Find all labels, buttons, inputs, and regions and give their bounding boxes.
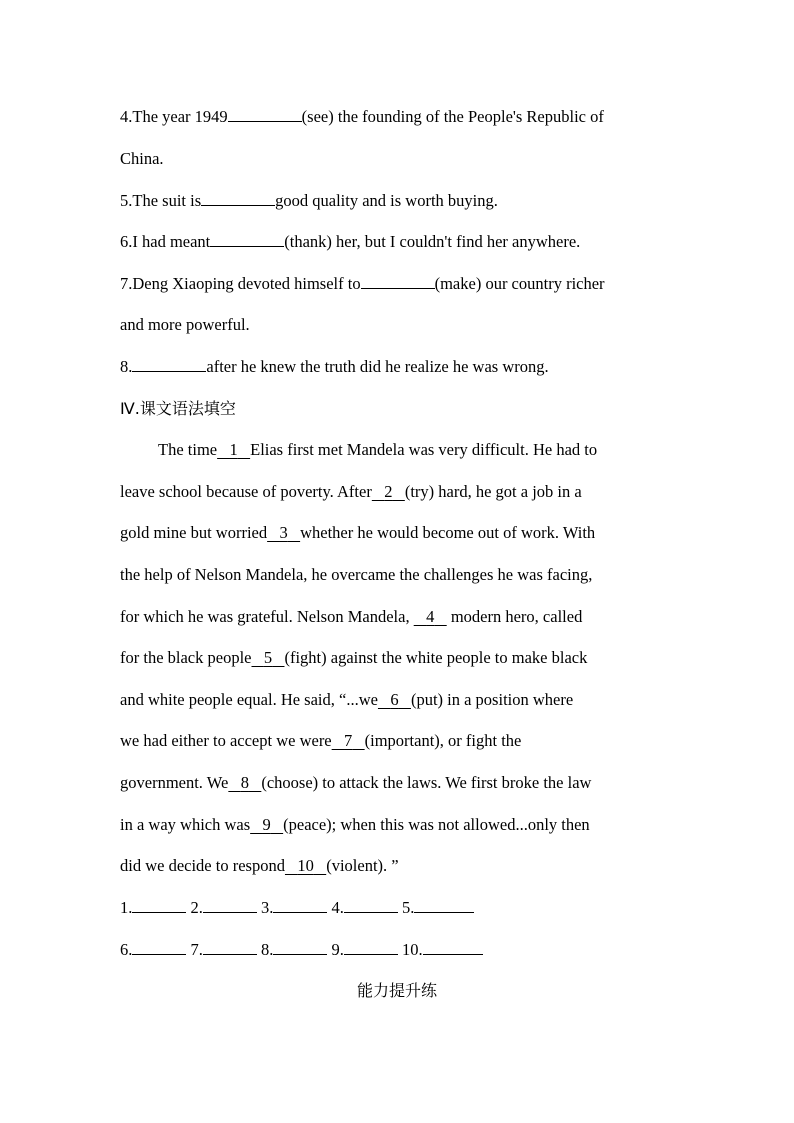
answer-blank[interactable] xyxy=(201,191,275,206)
answer-number: 9. xyxy=(331,940,344,959)
answer-number: 4. xyxy=(331,898,344,917)
answer-blank[interactable] xyxy=(332,731,365,750)
exercise-text: China. xyxy=(120,149,164,168)
answer-blank[interactable] xyxy=(228,773,261,792)
passage-text: (important), or fight the xyxy=(364,731,522,750)
passage-text: (peace); when this was not allowed...only then xyxy=(283,815,590,834)
exercise-text: (make) our country richer xyxy=(434,274,605,293)
exercise-4 xyxy=(120,107,604,127)
passage-text: (fight) against the white people to make black xyxy=(284,648,588,667)
exercise-number: 6. xyxy=(120,232,133,251)
answer-blank[interactable] xyxy=(203,898,257,913)
blank-number: 5 xyxy=(263,648,273,667)
passage-text: The time xyxy=(158,440,218,459)
passage-text: gold mine but worried xyxy=(120,523,268,542)
passage-text: the help of Nelson Mandela, he overcame the challenges he was facing, xyxy=(120,565,593,584)
passage-line xyxy=(158,440,597,460)
answer-row xyxy=(120,898,474,918)
exercise-number: 8. xyxy=(120,357,133,376)
passage-text: in a way which was xyxy=(120,815,251,834)
passage-text: whether he would become out of work. With xyxy=(300,523,596,542)
passage-text: (choose) to attack the laws. We first broke the law xyxy=(261,773,592,792)
exercise-number: 7. xyxy=(120,274,133,293)
answer-blank[interactable] xyxy=(344,898,398,913)
exercise-text: The year 1949 xyxy=(132,107,228,126)
passage-text: Elias first met Mandela was very difficult. He had to xyxy=(250,440,598,459)
answer-blank[interactable] xyxy=(132,940,186,955)
answer-number: 6. xyxy=(120,940,133,959)
answer-blank[interactable] xyxy=(250,815,283,834)
exercise-text: Deng Xiaoping devoted himself to xyxy=(132,274,361,293)
passage-line xyxy=(120,690,573,710)
answer-blank[interactable] xyxy=(423,940,483,955)
passage-text: (put) in a position where xyxy=(410,690,574,709)
passage-text: (try) hard, he got a job in a xyxy=(404,482,582,501)
answer-row xyxy=(120,940,483,960)
answer-blank[interactable] xyxy=(285,856,326,875)
answer-blank[interactable] xyxy=(217,440,250,459)
answer-number: 8. xyxy=(261,940,274,959)
answer-number: 1. xyxy=(120,898,133,917)
answer-blank[interactable] xyxy=(228,107,302,122)
passage-text: did we decide to respond xyxy=(120,856,285,875)
answer-number: 10. xyxy=(402,940,423,959)
answer-blank[interactable] xyxy=(273,940,327,955)
blank-number: 4 xyxy=(426,607,435,626)
section-title: Ⅳ.课文语法填空 xyxy=(120,399,236,418)
answer-number: 2. xyxy=(190,898,203,917)
passage-line xyxy=(120,523,595,543)
passage-text: government. We xyxy=(120,773,229,792)
exercise-4-continued xyxy=(120,149,164,169)
answer-blank[interactable] xyxy=(132,357,206,372)
section-heading: 能力提升练 xyxy=(356,981,437,1000)
answer-blank[interactable] xyxy=(378,690,411,709)
answer-blank[interactable] xyxy=(132,898,186,913)
blank-number: 1 xyxy=(229,440,238,459)
answer-number: 3. xyxy=(261,898,274,917)
answer-blank[interactable] xyxy=(372,482,405,501)
blank-number: 8 xyxy=(240,773,249,792)
answer-blank[interactable] xyxy=(251,648,284,667)
passage-line xyxy=(120,773,591,793)
passage-line xyxy=(120,482,582,502)
blank-number: 10 xyxy=(297,856,314,875)
exercise-text: after he knew the truth did he realize he was wrong. xyxy=(206,357,549,376)
passage-line xyxy=(120,565,592,585)
answer-blank[interactable] xyxy=(344,940,398,955)
exercise-7 xyxy=(120,274,605,294)
exercise-text: The suit is xyxy=(132,191,202,210)
answer-blank[interactable] xyxy=(414,898,474,913)
blank-number: 7 xyxy=(344,731,353,750)
exercise-text: (see) the founding of the People's Republic of xyxy=(301,107,604,126)
blank-number: 2 xyxy=(384,482,393,501)
answer-blank[interactable] xyxy=(203,940,257,955)
passage-line xyxy=(120,607,582,627)
exercise-text: and more powerful. xyxy=(120,315,250,334)
exercise-text: good quality and is worth buying. xyxy=(275,191,498,210)
passage-text: for which he was grateful. Nelson Mandela, xyxy=(120,607,414,626)
blank-number: 6 xyxy=(390,690,399,709)
answer-blank[interactable] xyxy=(210,232,284,247)
answer-number: 5. xyxy=(402,898,415,917)
passage-text: modern hero, called xyxy=(446,607,583,626)
exercise-6 xyxy=(120,232,580,252)
passage-text: we had either to accept we were xyxy=(120,731,332,750)
exercise-8 xyxy=(120,357,549,377)
passage-line xyxy=(120,815,590,835)
exercise-7-continued xyxy=(120,315,250,335)
passage-line xyxy=(120,731,521,751)
answer-blank[interactable] xyxy=(267,523,300,542)
exercise-number: 5. xyxy=(120,191,133,210)
answer-blank[interactable] xyxy=(361,274,435,289)
answer-number: 7. xyxy=(190,940,203,959)
passage-text: for the black people xyxy=(120,648,252,667)
exercise-text: I had meant xyxy=(132,232,211,251)
exercise-5 xyxy=(120,191,498,211)
exercise-number: 4. xyxy=(120,107,133,126)
exercise-text: (thank) her, but I couldn't find her anywhere. xyxy=(284,232,581,251)
passage-line xyxy=(120,856,399,876)
blank-number: 3 xyxy=(279,523,288,542)
answer-blank[interactable] xyxy=(414,607,447,626)
answer-blank[interactable] xyxy=(273,898,327,913)
passage-text: and white people equal. He said, “...we xyxy=(120,690,378,709)
passage-text: leave school because of poverty. After xyxy=(120,482,372,501)
passage-line xyxy=(120,648,587,668)
passage-text: (violent). ” xyxy=(326,856,399,875)
blank-number: 9 xyxy=(262,815,271,834)
